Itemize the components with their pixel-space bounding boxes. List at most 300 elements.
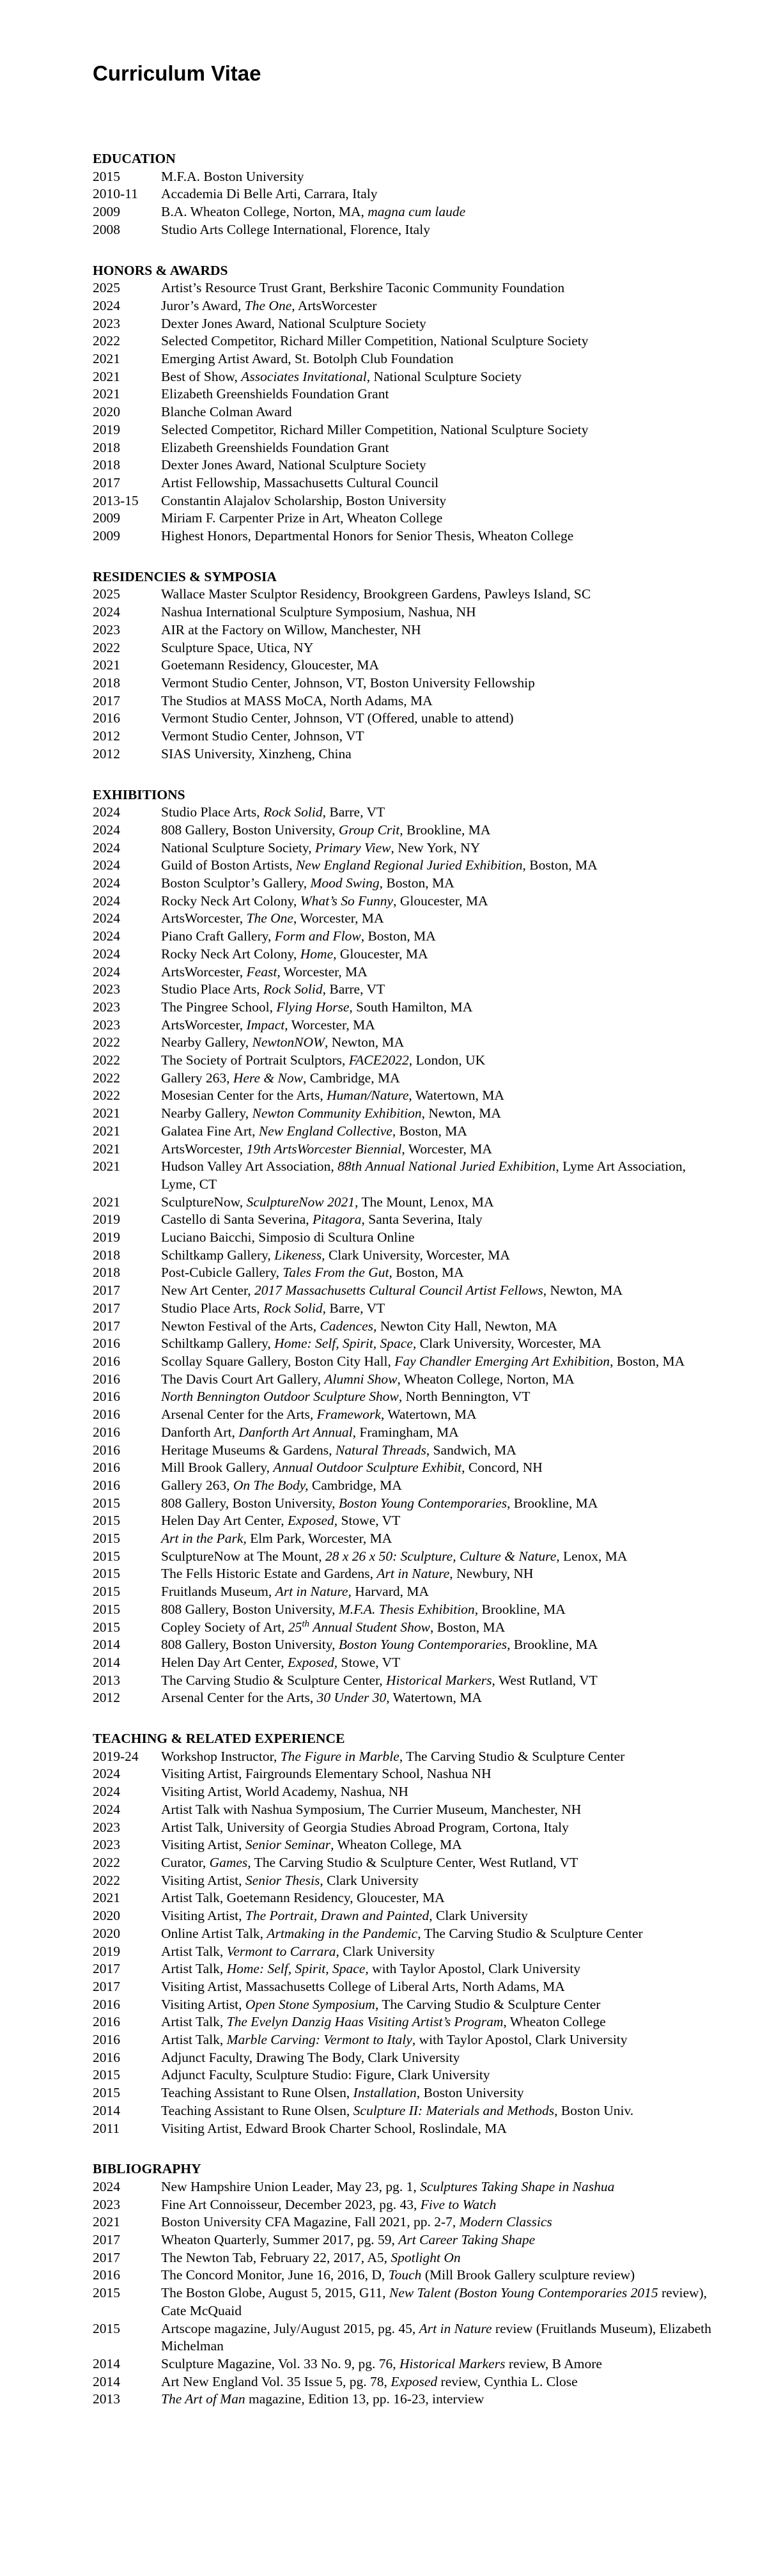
entry-text: Luciano Baicchi, Simposio di Scultura Online [161, 1229, 415, 1245]
cv-entry [93, 1388, 732, 1406]
entry-text: Studio Arts College International, Florence, Italy [161, 221, 430, 237]
cv-entry [93, 1619, 732, 1637]
entry-year: 2015 [93, 1619, 120, 1635]
entry-text: 808 Gallery, Boston University, [161, 1495, 339, 1511]
entry-description [161, 2320, 724, 2355]
entry-title-italic: Spotlight On [391, 2249, 461, 2265]
cv-entry [93, 675, 732, 692]
entry-text: Best of Show, [161, 368, 242, 384]
entry-title-italic: Annual Outdoor Sculpture Exhibit [273, 1460, 462, 1476]
entry-text: Boston, MA [392, 1265, 464, 1281]
entry-text: Teaching Assistant to Rune Olsen, [161, 2102, 353, 2118]
cv-entry [93, 1689, 732, 1707]
entry-text: magazine, Edition 13, pp. 16-23, interview [245, 2391, 484, 2407]
entry-text: National Sculpture Society, [161, 839, 316, 855]
entry-text: Hudson Valley Art Association, [161, 1159, 338, 1175]
entry-year: 2024 [93, 857, 120, 873]
entry-text: Helen Day Art Center, [161, 1513, 288, 1529]
cv-entry [93, 1583, 732, 1601]
entry-description [161, 893, 724, 910]
cv-entry [93, 474, 732, 492]
entry-title-italic: Exposed, [287, 1513, 338, 1529]
entry-text: Artist Talk, [161, 2014, 227, 2030]
entry-title-italic: 30 Under 30, [316, 1690, 390, 1706]
entry-description [161, 1442, 724, 1460]
entry-title-italic: Senior Thesis [245, 1872, 320, 1888]
entry-text: Juror’s Award, [161, 297, 245, 313]
entry-title-italic: Here & Now [233, 1070, 303, 1086]
entry-title-italic: Rock Solid [263, 804, 323, 820]
cv-section [93, 786, 732, 1708]
cv-entry [93, 2066, 732, 2084]
entry-description [161, 527, 724, 545]
entry-text: , Worcester, MA [277, 964, 368, 980]
cv-entry [93, 203, 732, 221]
entry-text: Arsenal Center for the Arts, [161, 1690, 317, 1706]
cv-entry [93, 639, 732, 657]
entry-title-italic: Fay Chandler Emerging Art Exhibition [394, 1354, 610, 1369]
cv-section [93, 1730, 732, 2137]
entry-text: Highest Honors, Departmental Honors for Senior Thesis, Wheaton College [161, 528, 574, 544]
cv-entry [93, 1477, 732, 1495]
entry-text: , Barre, VT [322, 804, 385, 820]
entry-description [161, 2196, 724, 2214]
entry-title-italic: Senior Seminar [245, 1837, 331, 1853]
entry-title-italic: Flying Horse [276, 999, 350, 1015]
cv-entry [93, 1512, 732, 1530]
entry-title-italic: M.F.A. Thesis Exhibition [338, 1601, 475, 1617]
entry-description [161, 1583, 724, 1601]
entry-year: 2019 [93, 1943, 120, 1959]
entry-year: 2017 [93, 1978, 120, 1994]
section-heading: HONORS & AWARDS [93, 262, 228, 278]
entry-title-italic: Mood Swing [310, 875, 380, 891]
entry-year: 2023 [93, 2196, 120, 2212]
entry-description [161, 1601, 724, 1619]
cv-entry [93, 621, 732, 639]
entry-year: 2009 [93, 528, 120, 544]
entry-description [161, 1282, 724, 1300]
entry-description [161, 1636, 724, 1654]
entry-title-italic: Games [209, 1854, 248, 1870]
entry-title-italic: Five to Watch [420, 2196, 497, 2212]
entry-text: Artist Talk, [161, 2032, 227, 2048]
entry-title-italic: Art in the Park, [161, 1531, 247, 1547]
cv-entry [93, 1459, 732, 1477]
entry-year: 2022 [93, 1070, 120, 1086]
entry-description [161, 1978, 724, 1996]
entry-title-italic: 88th Annual National Juried Exhibition [337, 1159, 556, 1175]
entry-text: Framingham, MA [356, 1424, 459, 1440]
entry-text: Nearby Gallery, [161, 1105, 252, 1121]
entry-text: Wallace Master Sculptor Residency, Brookgreen Gardens, Pawleys Island, SC [161, 586, 591, 602]
cv-entry [93, 2120, 732, 2138]
entry-description [161, 1748, 724, 1766]
entry-text: , Santa Severina, Italy [361, 1212, 483, 1228]
cv-entry [93, 1636, 732, 1654]
cv-entry [93, 1353, 732, 1371]
entry-title-italic: 25 [288, 1619, 302, 1635]
entry-text: Wheaton Quarterly, Summer 2017, pg. 59, [161, 2232, 399, 2248]
entry-text: Boston Sculptor’s Gallery, [161, 875, 311, 891]
cv-entry [93, 1836, 732, 1854]
entry-year: 2024 [93, 1766, 120, 1782]
entry-text: Copley Society of Art, [161, 1619, 288, 1635]
cv-entry [93, 692, 732, 710]
entry-title-italic: magna cum laude [368, 204, 466, 220]
entry-year: 2024 [93, 297, 120, 313]
entry-text: AIR at the Factory on Willow, Manchester, NH [161, 621, 421, 637]
entry-text: Newton Festival of the Arts, [161, 1318, 320, 1334]
entry-title-italic: Home [300, 946, 334, 962]
cv-entry [93, 1371, 732, 1389]
entry-description [161, 1925, 724, 1943]
entry-text: Curator, [161, 1854, 210, 1870]
entry-description [161, 857, 724, 875]
entry-text: ArtsWorcester, [161, 964, 247, 980]
cv-entry [93, 2231, 732, 2249]
cv-entry [93, 1960, 732, 1978]
entry-title-italic: Home: Self, Spirit, Space, [274, 1336, 417, 1352]
entry-description [161, 1889, 724, 1907]
entry-title-italic: The One [244, 297, 292, 313]
entry-description [161, 1123, 724, 1141]
entry-description [161, 421, 724, 439]
entry-text: Blanche Colman Award [161, 404, 292, 420]
cv-entry [93, 2249, 732, 2267]
entry-year: 2022 [93, 1872, 120, 1888]
entry-year: 2016 [93, 1371, 120, 1387]
cv-entry [93, 2049, 732, 2067]
entry-description [161, 1765, 724, 1783]
entry-description [161, 1943, 724, 1961]
entry-text: Fine Art Connoisseur, December 2023, pg. 43, [161, 2196, 421, 2212]
entry-description [161, 386, 724, 403]
cv-entry [93, 2102, 732, 2120]
entry-text: Newbury, NH [453, 1566, 534, 1582]
entry-year: 2023 [93, 981, 120, 997]
entry-description [161, 1996, 724, 2014]
entry-title-italic: Danforth Art Annual, [238, 1424, 356, 1440]
entry-description [161, 368, 724, 386]
entry-year: 2021 [93, 1159, 120, 1175]
cv-entry [93, 1854, 732, 1872]
entry-text: The Boston Globe, August 5, 2015, G11, [161, 2285, 389, 2301]
entry-description [161, 710, 724, 728]
entry-description [161, 1318, 724, 1336]
entry-description [161, 1211, 724, 1229]
entry-description [161, 1654, 724, 1672]
entry-title-italic: Feast [246, 964, 277, 980]
entry-year: 2015 [93, 2085, 120, 2101]
entry-description [161, 315, 724, 333]
entry-year: 2024 [93, 1784, 120, 1800]
cv-entry [93, 403, 732, 421]
entry-description [161, 1512, 724, 1530]
entry-year: 2016 [93, 1477, 120, 1493]
cv-entry [93, 981, 732, 999]
entry-text: Adjunct Faculty, Sculpture Studio: Figure, Clark University [161, 2067, 490, 2083]
cv-entry [93, 1783, 732, 1801]
cv-entry [93, 2084, 732, 2102]
entry-text: , Worcester, MA [293, 910, 384, 926]
entry-text: , New York, NY [391, 839, 481, 855]
entry-title-italic: Rock Solid [263, 981, 323, 997]
entry-text: , Gloucester, MA [393, 893, 488, 909]
entry-year: 2009 [93, 510, 120, 526]
entry-year: 2015 [93, 1513, 120, 1529]
entry-title-italic: New Talent (Boston Young Contemporaries 2015 [389, 2285, 658, 2301]
entry-text: , Concord, NH [461, 1460, 543, 1476]
entry-text: with Taylor Apostol, Clark University [368, 1961, 581, 1977]
entry-text: Accademia Di Belle Arti, Carrara, Italy [161, 186, 378, 202]
entry-text: Artist Talk, University of Georgia Studies Abroad Program, Cortona, Italy [161, 1819, 569, 1835]
entry-description [161, 1247, 724, 1265]
entry-text: The Studios at MASS MoCA, North Adams, MA [161, 692, 433, 708]
cv-entry [93, 1442, 732, 1460]
entry-year: 2018 [93, 439, 120, 455]
cv-entry [93, 1765, 732, 1783]
entry-description [161, 1424, 724, 1442]
cv-entry [93, 1672, 732, 1690]
cv-entry [93, 2196, 732, 2214]
entry-description [161, 2267, 724, 2284]
entry-title-italic: FACE2022 [348, 1052, 409, 1068]
entry-text: , Brookline, MA [507, 1495, 598, 1511]
entry-description [161, 1477, 724, 1495]
cv-sections [93, 150, 732, 2408]
entry-text: Visiting Artist, Massachusetts College of Liberal Arts, North Adams, MA [161, 1978, 565, 1994]
entry-description [161, 875, 724, 893]
entry-description [161, 639, 724, 657]
entry-year: 2024 [93, 928, 120, 944]
entry-title-italic: Impact [246, 1017, 285, 1033]
entry-text: , South Hamilton, MA [349, 999, 473, 1015]
entry-text: Cambridge, MA [308, 1477, 402, 1493]
cv-entry [93, 168, 732, 186]
entry-title-italic: Historical Markers [399, 2355, 506, 2371]
entry-text: , Boston, MA [360, 928, 436, 944]
entry-text: Vermont Studio Center, Johnson, VT, Boston University Fellowship [161, 675, 535, 691]
cv-entry [93, 1495, 732, 1513]
entry-year: 2022 [93, 1088, 120, 1104]
entry-description [161, 185, 724, 203]
entry-year: 2018 [93, 1247, 120, 1263]
cv-entry [93, 1300, 732, 1318]
entry-title-italic: Natural Threads [335, 1442, 426, 1458]
entry-description [161, 692, 724, 710]
entry-year: 2024 [93, 822, 120, 838]
cv-entry [93, 1424, 732, 1442]
entry-year: 2018 [93, 675, 120, 691]
entry-year: 2012 [93, 745, 120, 761]
entry-text: Barre, VT [325, 1300, 385, 1316]
cv-entry [93, 2178, 732, 2196]
entry-title-italic: The Evelyn Danzig Haas Visiting Artist’s Program [226, 2014, 504, 2030]
entry-text: 808 Gallery, Boston University, [161, 822, 339, 838]
entry-text: , Boston, MA [522, 857, 598, 873]
entry-year: 2022 [93, 1854, 120, 1870]
entry-text: Vermont Studio Center, Johnson, VT [161, 728, 364, 744]
entry-text: , Boston, MA [379, 875, 454, 891]
entry-text: , The Carving Studio & Sculpture Center [417, 1925, 643, 1941]
entry-year: 2017 [93, 1300, 120, 1316]
entry-text: New Art Center, [161, 1283, 255, 1299]
entry-text: Elizabeth Greenshields Foundation Grant [161, 439, 389, 455]
entry-text: SIAS University, Xinzheng, China [161, 745, 352, 761]
entry-description [161, 1158, 724, 1193]
entry-description [161, 1052, 724, 1070]
entry-text: Lenox, MA [559, 1548, 628, 1564]
entry-description [161, 1495, 724, 1513]
entry-text: Artscope magazine, July/August 2015, pg. 45, [161, 2320, 419, 2336]
entry-title-italic: New England Collective [258, 1123, 392, 1139]
cv-entry [93, 1943, 732, 1961]
entry-text: , Clark University [429, 1908, 528, 1924]
cv-section [93, 262, 732, 545]
cv-entry [93, 297, 732, 315]
entry-year: 2020 [93, 404, 120, 420]
section-heading: RESIDENCIES & SYMPOSIA [93, 568, 277, 584]
entry-title-italic: The One [246, 910, 293, 926]
cv-entry [93, 1229, 732, 1247]
cv-entry [93, 279, 732, 297]
entry-text: Studio Place Arts, [161, 804, 264, 820]
cv-entry [93, 1889, 732, 1907]
entry-year: 2016 [93, 1442, 120, 1458]
entry-description [161, 2049, 724, 2067]
entry-text: (Mill Brook Gallery sculpture review) [421, 2267, 635, 2283]
entry-year: 2021 [93, 1890, 120, 1906]
entry-year: 2014 [93, 1637, 120, 1653]
cv-entry [93, 822, 732, 839]
cv-entry [93, 728, 732, 745]
cv-entry [93, 368, 732, 386]
entry-title-italic: Pitagora [313, 1212, 362, 1228]
entry-title-italic: Annual Student Show [309, 1619, 431, 1635]
cv-entry [93, 1548, 732, 1566]
entry-description [161, 1105, 724, 1123]
cv-entry [93, 910, 732, 928]
entry-text: Adjunct Faculty, Drawing The Body, Clark University [161, 2049, 460, 2065]
entry-year: 2022 [93, 1034, 120, 1050]
entry-year: 2014 [93, 1654, 120, 1670]
entry-year: 2021 [93, 657, 120, 673]
entry-year: 2023 [93, 1819, 120, 1835]
cv-entry [93, 2284, 732, 2320]
cv-entry [93, 1872, 732, 1890]
cv-entry [93, 1907, 732, 1925]
entry-description [161, 804, 724, 822]
cv-entry [93, 2373, 732, 2391]
entry-year: 2021 [93, 1105, 120, 1121]
entry-description [161, 168, 724, 186]
entry-title-italic: Touch [388, 2267, 422, 2283]
entry-year: 2015 [93, 1495, 120, 1511]
entry-description [161, 1017, 724, 1034]
entry-text: , National Sculpture Society [366, 368, 522, 384]
entry-text: 808 Gallery, Boston University, [161, 1601, 339, 1617]
cv-entry [93, 1925, 732, 1943]
entry-text: Artist Talk, Goetemann Residency, Gloucester, MA [161, 1890, 445, 1906]
entry-title-italic: Art in Nature [419, 2320, 492, 2336]
entry-year: 2009 [93, 204, 120, 220]
entry-description [161, 2373, 724, 2391]
entry-description [161, 604, 724, 621]
entry-year: 2015 [93, 2320, 120, 2336]
entry-year: 2017 [93, 2249, 120, 2265]
entry-text: , Wheaton College, Norton, MA [397, 1371, 575, 1387]
entry-title-italic: th [302, 1618, 310, 1629]
entry-description [161, 1907, 724, 1925]
entry-text: Castello di Santa Severina, [161, 1212, 313, 1228]
entry-year: 2020 [93, 1925, 120, 1941]
cv-entry [93, 745, 732, 763]
entry-text: , Brookline, MA [507, 1637, 598, 1653]
entry-year: 2023 [93, 999, 120, 1015]
cv-entry [93, 1335, 732, 1353]
entry-year: 2025 [93, 280, 120, 296]
entry-year: 2020 [93, 1908, 120, 1924]
entry-description [161, 2249, 724, 2267]
cv-entry [93, 2320, 732, 2355]
entry-text: Artist Fellowship, Massachusetts Cultural Council [161, 474, 439, 490]
entry-description [161, 2013, 724, 2031]
entry-year: 2021 [93, 351, 120, 367]
entry-year: 2019 [93, 1212, 120, 1228]
entry-text: Stowe, VT [337, 1654, 401, 1670]
cv-entry [93, 604, 732, 621]
entry-text: , Worcester, MA [284, 1017, 375, 1033]
entry-description [161, 1194, 724, 1212]
entry-year: 2021 [93, 1123, 120, 1139]
entry-text: , Boston, MA [610, 1354, 685, 1369]
cv-entry [93, 315, 732, 333]
entry-description [161, 1335, 724, 1353]
entry-year: 2016 [93, 1336, 120, 1352]
entry-title-italic: 28 x 26 x 50: Sculpture, Culture & Nature, [325, 1548, 560, 1564]
cv-section [93, 150, 732, 239]
cv-entry [93, 804, 732, 822]
entry-title-italic: Home: Self, Spirit, Space, [226, 1961, 369, 1977]
entry-title-italic: Boston Young Contemporaries [338, 1495, 507, 1511]
entry-text: Artist Talk, [161, 1943, 227, 1959]
entry-text: Schiltkamp Gallery, [161, 1247, 275, 1263]
entry-title-italic: Artmaking in the Pandemic [267, 1925, 418, 1941]
entry-year: 2011 [93, 2120, 120, 2136]
entry-year: 2017 [93, 1318, 120, 1334]
entry-text: Sculpture Magazine, Vol. 33 No. 9, pg. 76, [161, 2355, 400, 2371]
entry-year: 2019-24 [93, 1748, 139, 1764]
entry-text: ArtsWorcester, [161, 1017, 247, 1033]
cv-entry [93, 1996, 732, 2014]
entry-text: Arsenal Center for the Arts, [161, 1407, 317, 1423]
entry-text: Harvard, MA [351, 1584, 430, 1600]
entry-description [161, 297, 724, 315]
entry-description [161, 203, 724, 221]
entry-text: , London, UK [408, 1052, 486, 1068]
entry-text: M.F.A. Boston University [161, 168, 304, 184]
cv-entry [93, 1105, 732, 1123]
cv-entry [93, 2391, 732, 2408]
entry-year: 2015 [93, 2067, 120, 2083]
entry-title-italic: The Art of Man [161, 2391, 245, 2407]
entry-year: 2021 [93, 1194, 120, 1210]
entry-text: Newton City Hall, Newton, MA [376, 1318, 557, 1334]
entry-description [161, 745, 724, 763]
entry-text: New Hampshire Union Leader, May 23, pg. 1, [161, 2178, 421, 2194]
entry-text: , Worcester, MA [401, 1141, 492, 1157]
